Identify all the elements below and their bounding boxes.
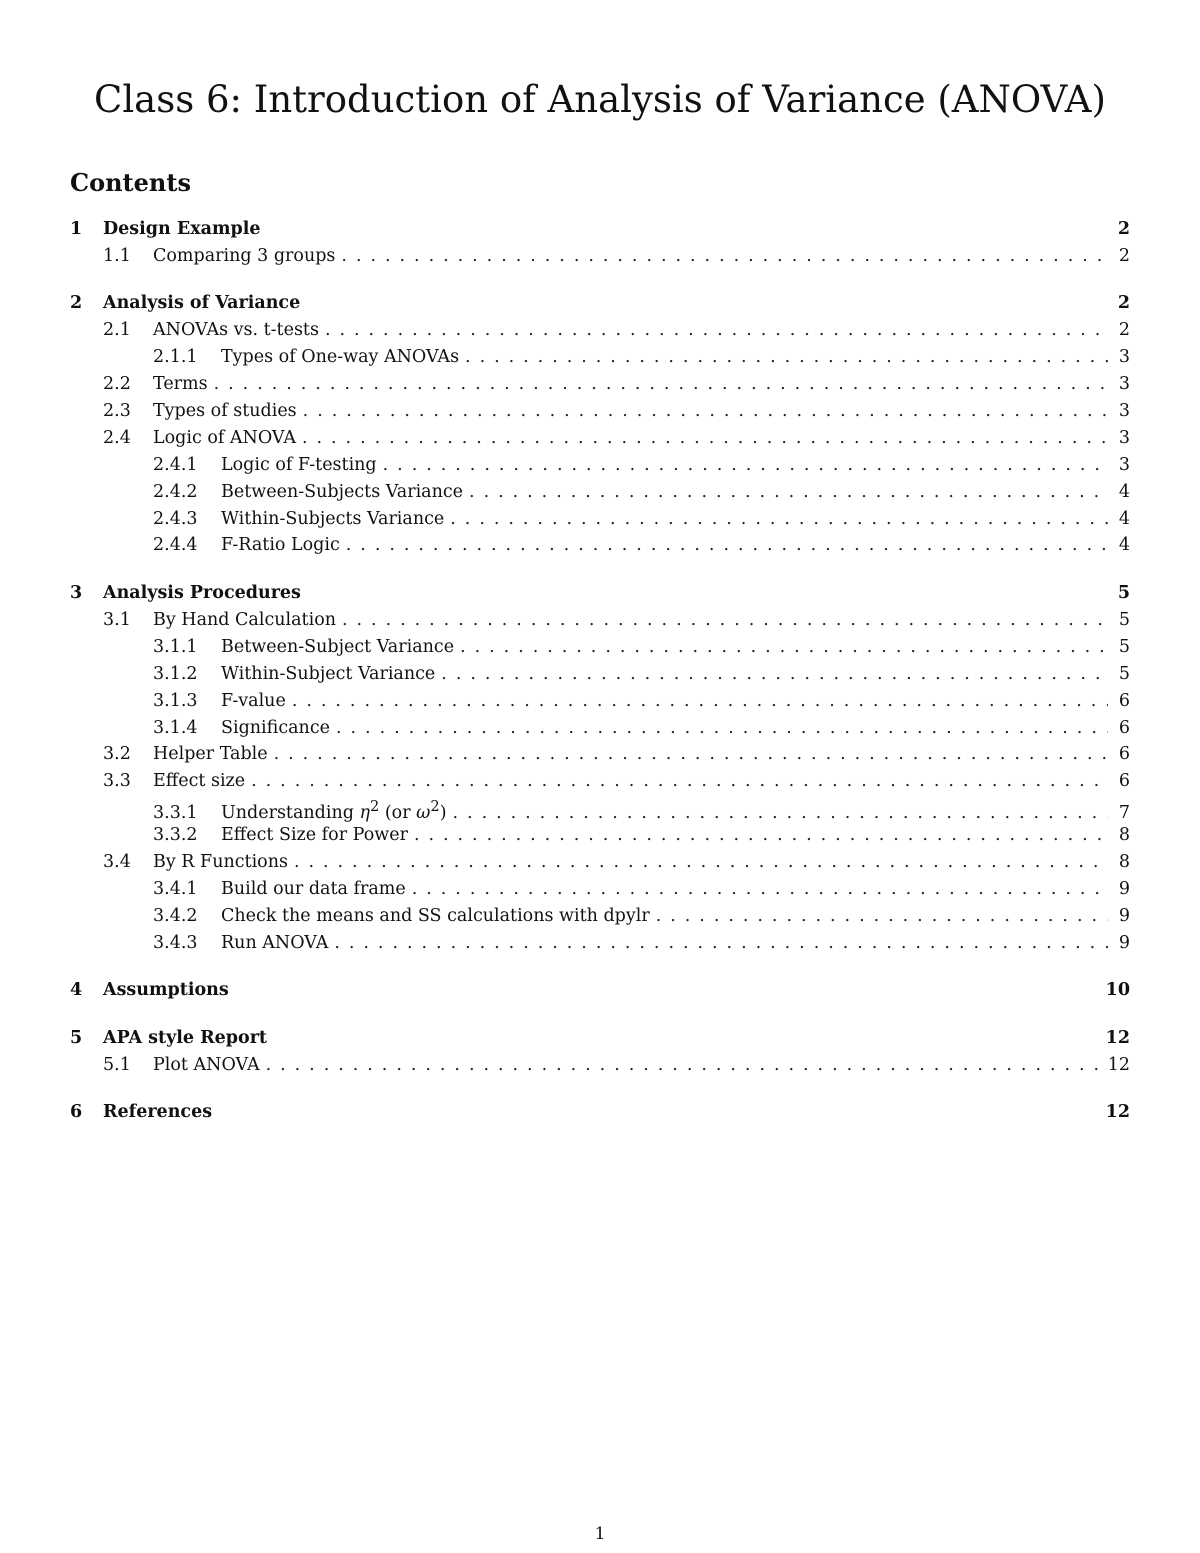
toc-page: 9 (1118, 878, 1130, 899)
toc-title: Comparing 3 groups (153, 245, 336, 266)
toc-leader-dots (412, 879, 1108, 899)
toc-subsubsection-between-subject-variance[interactable] (70, 637, 1130, 664)
toc-title: Analysis Procedures (103, 583, 301, 604)
toc-page: 3 (1118, 427, 1130, 448)
toc-page: 2 (1118, 320, 1130, 341)
toc-leader-dots (274, 744, 1108, 764)
toc-number: 3.4.2 (153, 905, 198, 926)
toc-title: By R Functions (153, 851, 288, 872)
toc-number: 3.4.3 (153, 932, 198, 953)
toc-page: 6 (1118, 690, 1130, 711)
toc-number: 3.1.4 (153, 717, 198, 738)
toc-page: 3 (1118, 454, 1130, 475)
contents-heading: Contents (70, 168, 191, 197)
toc-page: 9 (1118, 905, 1130, 926)
toc-title: Build our data frame (221, 878, 406, 899)
toc-number: 2.3 (103, 401, 131, 422)
toc-subsubsection-f-value[interactable] (70, 691, 1130, 718)
toc-title-middle: (or (379, 803, 417, 824)
toc-title: Types of studies (153, 401, 297, 422)
toc-subsubsection-within-subject-variance[interactable] (70, 664, 1130, 691)
toc-number: 2.4 (103, 427, 131, 448)
toc-subsubsection-between-subjects-variance[interactable] (70, 482, 1130, 509)
toc-subsection-types-of-studies[interactable] (70, 401, 1130, 428)
toc-page: 3 (1118, 401, 1130, 422)
toc-leader-dots (656, 906, 1108, 926)
table-of-contents (70, 219, 1130, 1129)
toc-page: 2 (1118, 245, 1130, 266)
toc-title: Within-Subject Variance (221, 663, 436, 684)
toc-number: 2 (70, 293, 83, 314)
toc-number: 2.4.4 (153, 535, 198, 556)
toc-title: By Hand Calculation (153, 609, 336, 630)
toc-number: 1.1 (103, 245, 131, 266)
toc-leader-dots (460, 637, 1108, 657)
toc-section-analysis-of-variance[interactable] (70, 293, 1130, 320)
toc-number: 4 (70, 980, 83, 1001)
toc-number: 3.4.1 (153, 878, 198, 899)
toc-subsection-by-hand-calculation[interactable] (70, 610, 1130, 637)
toc-page: 6 (1118, 771, 1130, 792)
toc-title: Plot ANOVA (153, 1054, 260, 1075)
toc-page: 7 (1118, 803, 1130, 824)
toc-page: 8 (1118, 851, 1130, 872)
toc-title: Between-Subjects Variance (221, 481, 464, 502)
toc-page: 5 (1118, 609, 1130, 630)
toc-subsection-logic-of-anova[interactable] (70, 428, 1130, 455)
toc-leader-dots (441, 664, 1108, 684)
toc-number: 2.4.2 (153, 481, 198, 502)
toc-leader-dots (302, 428, 1108, 448)
toc-page: 4 (1118, 535, 1130, 556)
page-number: 1 (594, 1524, 606, 1544)
toc-number: 2.2 (103, 374, 131, 395)
toc-title: Terms (153, 374, 208, 395)
toc-number: 5 (70, 1027, 83, 1048)
toc-subsubsection-f-ratio-logic[interactable] (70, 535, 1130, 562)
toc-title: Effect Size for Power (221, 825, 408, 846)
toc-subsubsection-logic-of-f-testing[interactable] (70, 455, 1130, 482)
toc-leader-dots (292, 691, 1108, 711)
toc-title: References (103, 1102, 213, 1123)
toc-page: 12 (1105, 1027, 1130, 1048)
toc-number: 3.1.3 (153, 690, 198, 711)
toc-leader-dots (251, 771, 1108, 791)
toc-leader-dots (266, 1055, 1100, 1075)
toc-title: Run ANOVA (221, 932, 329, 953)
toc-page: 5 (1118, 636, 1130, 657)
toc-leader-dots (334, 933, 1108, 953)
toc-subsection-anovas-vs-t-tests[interactable] (70, 320, 1130, 347)
toc-page: 5 (1117, 583, 1130, 604)
toc-number: 5.1 (103, 1054, 131, 1075)
omega-exponent: 2 (430, 798, 440, 816)
toc-subsection-plot-anova[interactable] (70, 1055, 1130, 1082)
toc-title: Check the means and SS calculations with dpylr (221, 905, 650, 926)
toc-page: 4 (1118, 481, 1130, 502)
toc-subsection-by-r-functions[interactable] (70, 852, 1130, 879)
toc-leader-dots (336, 718, 1108, 738)
toc-number: 2.4.3 (153, 508, 198, 529)
toc-page: 2 (1117, 219, 1130, 239)
toc-number: 3.2 (103, 744, 131, 765)
toc-subsubsection-types-of-one-way-anovas[interactable] (70, 347, 1130, 374)
toc-leader-dots (450, 509, 1108, 529)
toc-subsubsection-understanding-eta-squared[interactable] (70, 798, 1130, 825)
toc-title: Design Example (103, 219, 261, 239)
toc-title: F-value (221, 690, 286, 711)
toc-number: 3.1 (103, 609, 131, 630)
toc-leader-dots (303, 401, 1108, 421)
toc-number: 3 (70, 583, 83, 604)
toc-leader-dots (294, 852, 1108, 872)
toc-section-apa-style-report[interactable] (70, 1028, 1130, 1055)
toc-subsubsection-run-anova[interactable] (70, 933, 1130, 960)
toc-leader-dots (465, 347, 1108, 367)
toc-subsection-effect-size[interactable] (70, 771, 1130, 798)
toc-leader-dots (342, 610, 1108, 630)
toc-title (221, 798, 447, 823)
toc-title: F-Ratio Logic (221, 535, 340, 556)
toc-page: 9 (1118, 932, 1130, 953)
toc-leader-dots (453, 803, 1108, 823)
toc-title: Analysis of Variance (103, 293, 301, 314)
toc-subsubsection-check-means-ss[interactable] (70, 906, 1130, 933)
toc-page: 8 (1118, 825, 1130, 846)
toc-subsubsection-within-subjects-variance[interactable] (70, 509, 1130, 536)
toc-leader-dots (346, 535, 1108, 555)
toc-page: 10 (1105, 980, 1130, 1001)
toc-leader-dots (214, 374, 1108, 394)
toc-number: 1 (70, 219, 83, 239)
toc-number: 3.1.2 (153, 663, 198, 684)
toc-section-analysis-procedures[interactable] (70, 583, 1130, 610)
eta-symbol: η (359, 803, 370, 824)
toc-number: 3.3.2 (153, 825, 198, 846)
toc-page: 2 (1117, 293, 1130, 314)
toc-section-design-example[interactable] (70, 219, 1130, 246)
toc-title: APA style Report (103, 1027, 268, 1048)
toc-subsubsection-significance[interactable] (70, 718, 1130, 745)
document-title: Class 6: Introduction of Analysis of Variance (ANOVA) (94, 78, 1106, 121)
omega-symbol: ω (416, 803, 431, 824)
toc-title: Within-Subjects Variance (221, 508, 445, 529)
toc-title: Types of One-way ANOVAs (221, 347, 460, 368)
toc-number: 6 (70, 1102, 83, 1123)
toc-subsubsection-effect-size-for-power[interactable] (70, 825, 1130, 852)
toc-page: 5 (1118, 663, 1130, 684)
toc-title: Logic of F-testing (221, 454, 377, 475)
toc-leader-dots (325, 320, 1108, 340)
toc-title: ANOVAs vs. t-tests (153, 320, 319, 341)
toc-subsubsection-build-our-data-frame[interactable] (70, 879, 1130, 906)
toc-subsection-terms[interactable] (70, 374, 1130, 401)
toc-page: 6 (1118, 744, 1130, 765)
toc-number: 3.4 (103, 851, 131, 872)
toc-leader-dots (383, 455, 1108, 475)
toc-page: 6 (1118, 717, 1130, 738)
toc-leader-dots (341, 246, 1108, 266)
toc-subsection-helper-table[interactable] (70, 744, 1130, 771)
toc-title: Between-Subject Variance (221, 636, 455, 657)
toc-leader-dots (414, 825, 1108, 845)
toc-page: 12 (1105, 1102, 1130, 1123)
toc-page: 4 (1118, 508, 1130, 529)
toc-title-prefix: Understanding (221, 803, 360, 824)
toc-page: 3 (1118, 347, 1130, 368)
toc-leader-dots (469, 482, 1108, 502)
toc-number: 3.3 (103, 771, 131, 792)
toc-title: Effect size (153, 771, 246, 792)
toc-title-suffix: ) (439, 803, 447, 824)
toc-section-assumptions[interactable] (70, 980, 1130, 1007)
toc-title: Significance (221, 717, 330, 738)
toc-number: 3.3.1 (153, 803, 198, 824)
toc-subsection-comparing-3-groups[interactable] (70, 246, 1130, 273)
toc-number: 2.1.1 (153, 347, 198, 368)
toc-page: 3 (1118, 374, 1130, 395)
toc-number: 2.4.1 (153, 454, 198, 475)
toc-number: 2.1 (103, 320, 131, 341)
toc-page: 12 (1107, 1054, 1130, 1075)
toc-number: 3.1.1 (153, 636, 198, 657)
toc-section-references[interactable] (70, 1102, 1130, 1129)
toc-title: Assumptions (103, 980, 229, 1001)
eta-exponent: 2 (370, 798, 380, 816)
toc-title: Logic of ANOVA (153, 427, 296, 448)
toc-title: Helper Table (153, 744, 268, 765)
